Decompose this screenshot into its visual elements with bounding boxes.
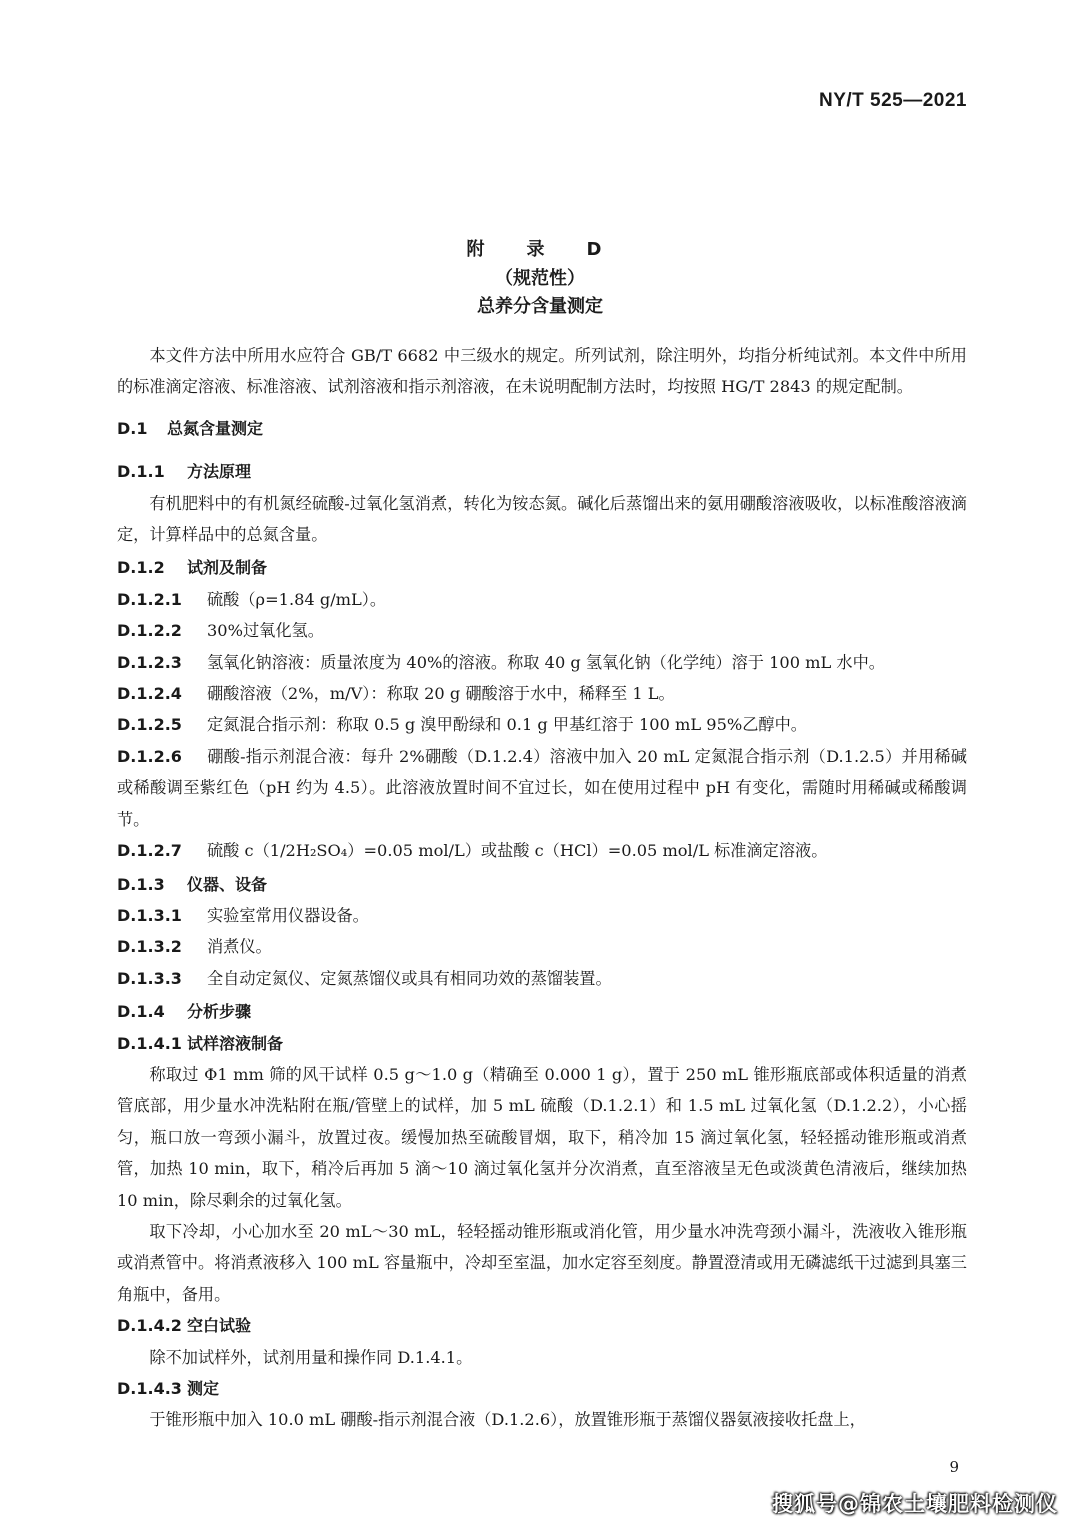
page-number: 9	[949, 1458, 959, 1476]
annex-title: 总养分含量测定	[477, 296, 603, 317]
section-title: 试样溶液制备	[187, 1033, 284, 1053]
section-d12	[117, 552, 967, 583]
procedure-paragraph: 取下冷却，小心加水至 20 mL～30 mL，轻轻摇动锥形瓶或消化管，用少量水冲洗弯颈小漏斗，洗液收入锥形瓶或消煮管中。将消煮液移入 100 mL 容量瓶中，冷却至室温，加水定容至刻度。静置澄清或用无磷滤纸干过滤到具塞三角瓶中，备用。	[117, 1221, 967, 1304]
reagent-item: D.1.2.1 硫酸（ρ=1.84 g/mL）。	[117, 589, 387, 609]
blank-test-paragraph: 除不加试样外，试剂用量和操作同 D.1.4.1。	[149, 1347, 473, 1367]
equipment-item: D.1.3.2 消煮仪。	[117, 937, 272, 957]
watermark: 搜狐号@锦农土壤肥料检测仪	[772, 1492, 1058, 1516]
annex-label: 附 录 D	[466, 239, 614, 260]
reagent-item: D.1.2.6 硼酸-指示剂混合液：每升 2%硼酸（D.1.2.4）溶液中加入 20 mL 定氮混合指示剂（D.1.2.5）并用稀碱或稀酸调至紫红色（pH 约为 4.5）。此溶液放置时间不宜过长，如在使用过程中 pH 有变化，需随时用稀碱或稀酸调节。	[117, 746, 967, 829]
reagent-item: D.1.2.5 定氮混合指示剂：称取 0.5 g 溴甲酚绿和 0.1 g 甲基红溶于 100 mL 95%乙醇中。	[117, 715, 807, 735]
document-body	[117, 340, 967, 1436]
principle-paragraph: 有机肥料中的有机氮经硫酸-过氧化氢消煮，转化为铵态氮。碱化后蒸馏出来的氨用硼酸溶液吸收，以标准酸溶液滴定，计算样品中的总氮含量。	[117, 493, 967, 545]
section-d1	[117, 413, 967, 444]
section-number: D.1	[117, 418, 148, 438]
section-number: D.1.4.1	[117, 1033, 182, 1053]
section-title: 仪器、设备	[187, 874, 268, 894]
section-title: 分析步骤	[187, 1002, 252, 1022]
section-number: D.1.1	[117, 462, 165, 482]
section-title: 方法原理	[187, 462, 252, 482]
section-d11	[117, 456, 967, 487]
section-number: D.1.4.2	[117, 1316, 182, 1336]
section-d14	[117, 996, 967, 1027]
equipment-item: D.1.3.3 全自动定氮仪、定氮蒸馏仪或具有相同功效的蒸馏装置。	[117, 968, 612, 988]
reagent-item: D.1.2.4 硼酸溶液（2%，m/V）：称取 20 g 硼酸溶于水中，稀释至 1 L。	[117, 684, 675, 704]
reagent-item: D.1.2.3 氢氧化钠溶液：质量浓度为 40%的溶液。称取 40 g 氢氧化钠（化学纯）溶于 100 mL 水中。	[117, 652, 885, 672]
section-d142	[117, 1310, 967, 1341]
section-d13	[117, 869, 967, 900]
measurement-paragraph: 于锥形瓶中加入 10.0 mL 硼酸-指示剂混合液（D.1.2.6），放置锥形瓶于蒸馏仪器氨液接收托盘上，	[149, 1410, 866, 1430]
equipment-item: D.1.3.1 实验室常用仪器设备。	[117, 905, 369, 925]
section-number: D.1.2	[117, 558, 165, 578]
section-title: 测定	[187, 1379, 220, 1398]
section-title: 总氮含量测定	[167, 418, 264, 438]
section-number: D.1.4.3	[117, 1379, 182, 1398]
annex-normative: （规范性）	[495, 268, 585, 289]
section-number: D.1.4	[117, 1002, 165, 1022]
section-title: 试剂及制备	[187, 558, 268, 578]
section-title: 空白试验	[187, 1316, 252, 1336]
document-code: NY/T 525—2021	[818, 90, 967, 111]
section-d143	[117, 1373, 967, 1404]
reagent-item: D.1.2.7 硫酸 c（1/2H₂SO₄）=0.05 mol/L）或盐酸 c（HCl）=0.05 mol/L 标准滴定溶液。	[117, 841, 828, 861]
intro-paragraph: 本文件方法中所用水应符合 GB/T 6682 中三级水的规定。所列试剂，除注明外，均指分析纯试剂。本文件中所用的标准滴定溶液、标准溶液、试剂溶液和指示剂溶液，在未说明配制方法时，均按照 HG/T 2843 的规定配制。	[117, 346, 967, 397]
procedure-paragraph: 称取过 Φ1 mm 筛的风干试样 0.5 g～1.0 g（精确至 0.000 1 g），置于 250 mL 锥形瓶底部或体积适量的消煮管底部，用少量水冲洗粘附在瓶/管壁上的试样，加 5 mL 硫酸（D.1.2.1）和 1.5 mL 过氧化氢（D.1.2.2），小心摇匀，瓶口放一弯颈小漏斗，放置过夜。缓慢加热至硫酸冒烟，取下，稍冷加 15 滴过氧化氢，轻轻摇动锥形瓶或消煮管，加热 10 min，取下，稍冷后再加 5 滴～10 滴过氧化氢并分次消煮，直至溶液呈无色或淡黄色清液后，继续加热 10 min，除尽剩余的过氧化氢。	[117, 1064, 967, 1210]
reagent-item: D.1.2.2 30%过氧化氢。	[117, 621, 324, 641]
section-number: D.1.3	[117, 874, 165, 894]
section-d141	[117, 1028, 967, 1059]
